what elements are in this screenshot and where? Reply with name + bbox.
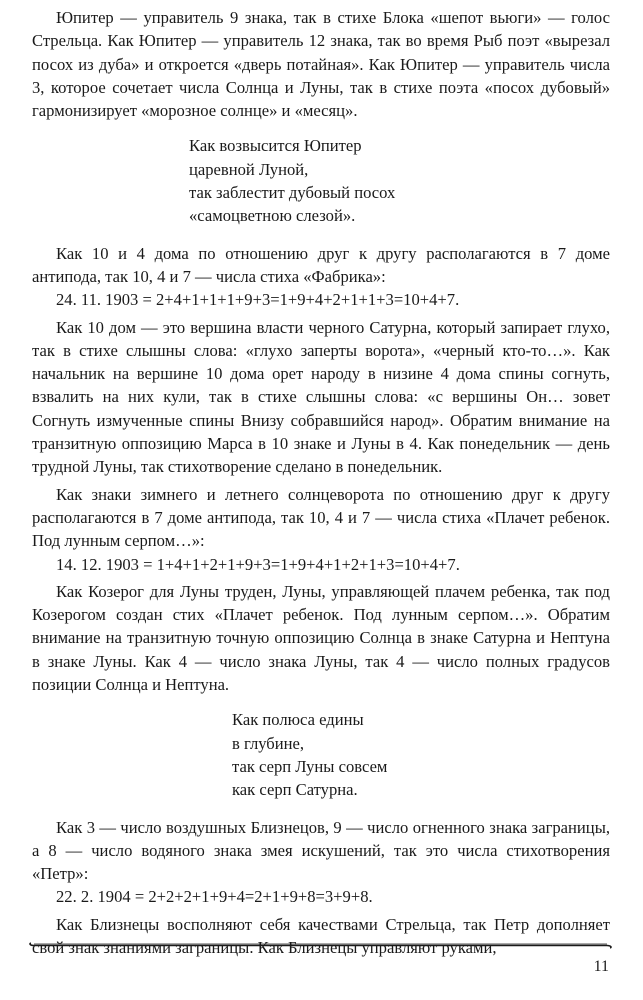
footer-rule: [28, 942, 613, 949]
poem-line: царевной Луной,: [189, 159, 309, 179]
page-number: 11: [593, 958, 609, 975]
paragraph: Как 10 дом — это вершина власти черного Сатурна, который запирает глухо, так в стихе слышны слова: «глухо заперты ворота», «черный кто-то…». Как начальник на вершине 10 дома орет народу в низине 4 дома спины согнуть, взвалить на них кули, так в стихе слышны слова: «с вершины Он… зовет Согнуть измученные спины Внизу собравшийся народ». Обратим внимание на транзитную оппозицию Марса в 10 знаке и Луны в 4. Как понедельник — день трудной Луны, так стихотворение сделано в понедельник.: [32, 317, 610, 477]
poem-line: Как полюса едины: [232, 710, 364, 730]
poem-line: Как возвысится Юпитер: [189, 136, 362, 156]
paragraph: Как Близнецы восполняют себя качествами Стрельца, так Петр дополняет свой знак знаниями заграницы. Как Близнецы управляют руками,: [32, 914, 610, 957]
poem-line: «самоцветною слезой».: [189, 206, 356, 226]
paragraph: Как 3 — число воздушных Близнецов, 9 — число огненного знака заграницы, а 8 — число водяного знака змея искушений, так это числа стихотворения «Петр»:: [32, 817, 610, 884]
equation: 22. 2. 1904 = 2+2+2+1+9+4=2+1+9+8=3+9+8.: [56, 887, 373, 907]
poem-line: как серп Сатурна.: [232, 780, 358, 800]
paragraph: Как Козерог для Луны труден, Луны, управляющей плачем ребенка, так под Козерогом создан стих «Плачет ребенок. Под лунным серпом…». Обратим внимание на транзитную точную оппозицию Солнца в знаке Сатурна и Нептуна в знаке Луны. Как 4 — число знака Луны, так 4 — число полных градусов позиции Солнца и Нептуна.: [32, 581, 610, 695]
equation: 24. 11. 1903 = 2+4+1+1+1+9+3=1+9+4+2+1+1+3=10+4+7.: [56, 290, 460, 310]
poem-line: так заблестит дубовый посох: [189, 183, 396, 203]
poem-jupiter: [32, 134, 610, 227]
paragraph: Юпитер — управитель 9 знака, так в стихе Блока «шепот вьюги» — голос Стрельца. Как Юпитер — управитель 12 знака, так во время Рыб поэт «вырезал посох из дуба» и откроется «дверь потайная». Как Юпитер — управитель числа 3, которое сочетает числа Солнца и Луны, так в стихе поэта «посох дубовый» гармонизирует «морозное солнце» и «месяц».: [32, 8, 610, 121]
poem-line: в глубине,: [232, 733, 305, 753]
page-text: [32, 6, 610, 959]
paragraph: Как 10 и 4 дома по отношению друг к другу располагаются в 7 доме антипода, так 10, 4 и 7 — числа стиха «Фабрика»:: [32, 243, 610, 286]
equation: 14. 12. 1903 = 1+4+1+2+1+9+3=1+9+4+1+2+1+3=10+4+7.: [56, 554, 460, 574]
paragraph: Как знаки зимнего и летнего солнцеворота по отношению друг к другу располагаются в 7 доме антипода, так 10, 4 и 7 — числа стиха «Плачет ребенок. Под лунным серпом…»:: [32, 484, 610, 551]
poem-saturn: [32, 708, 610, 801]
poem-line: так серп Луны совсем: [232, 756, 388, 776]
